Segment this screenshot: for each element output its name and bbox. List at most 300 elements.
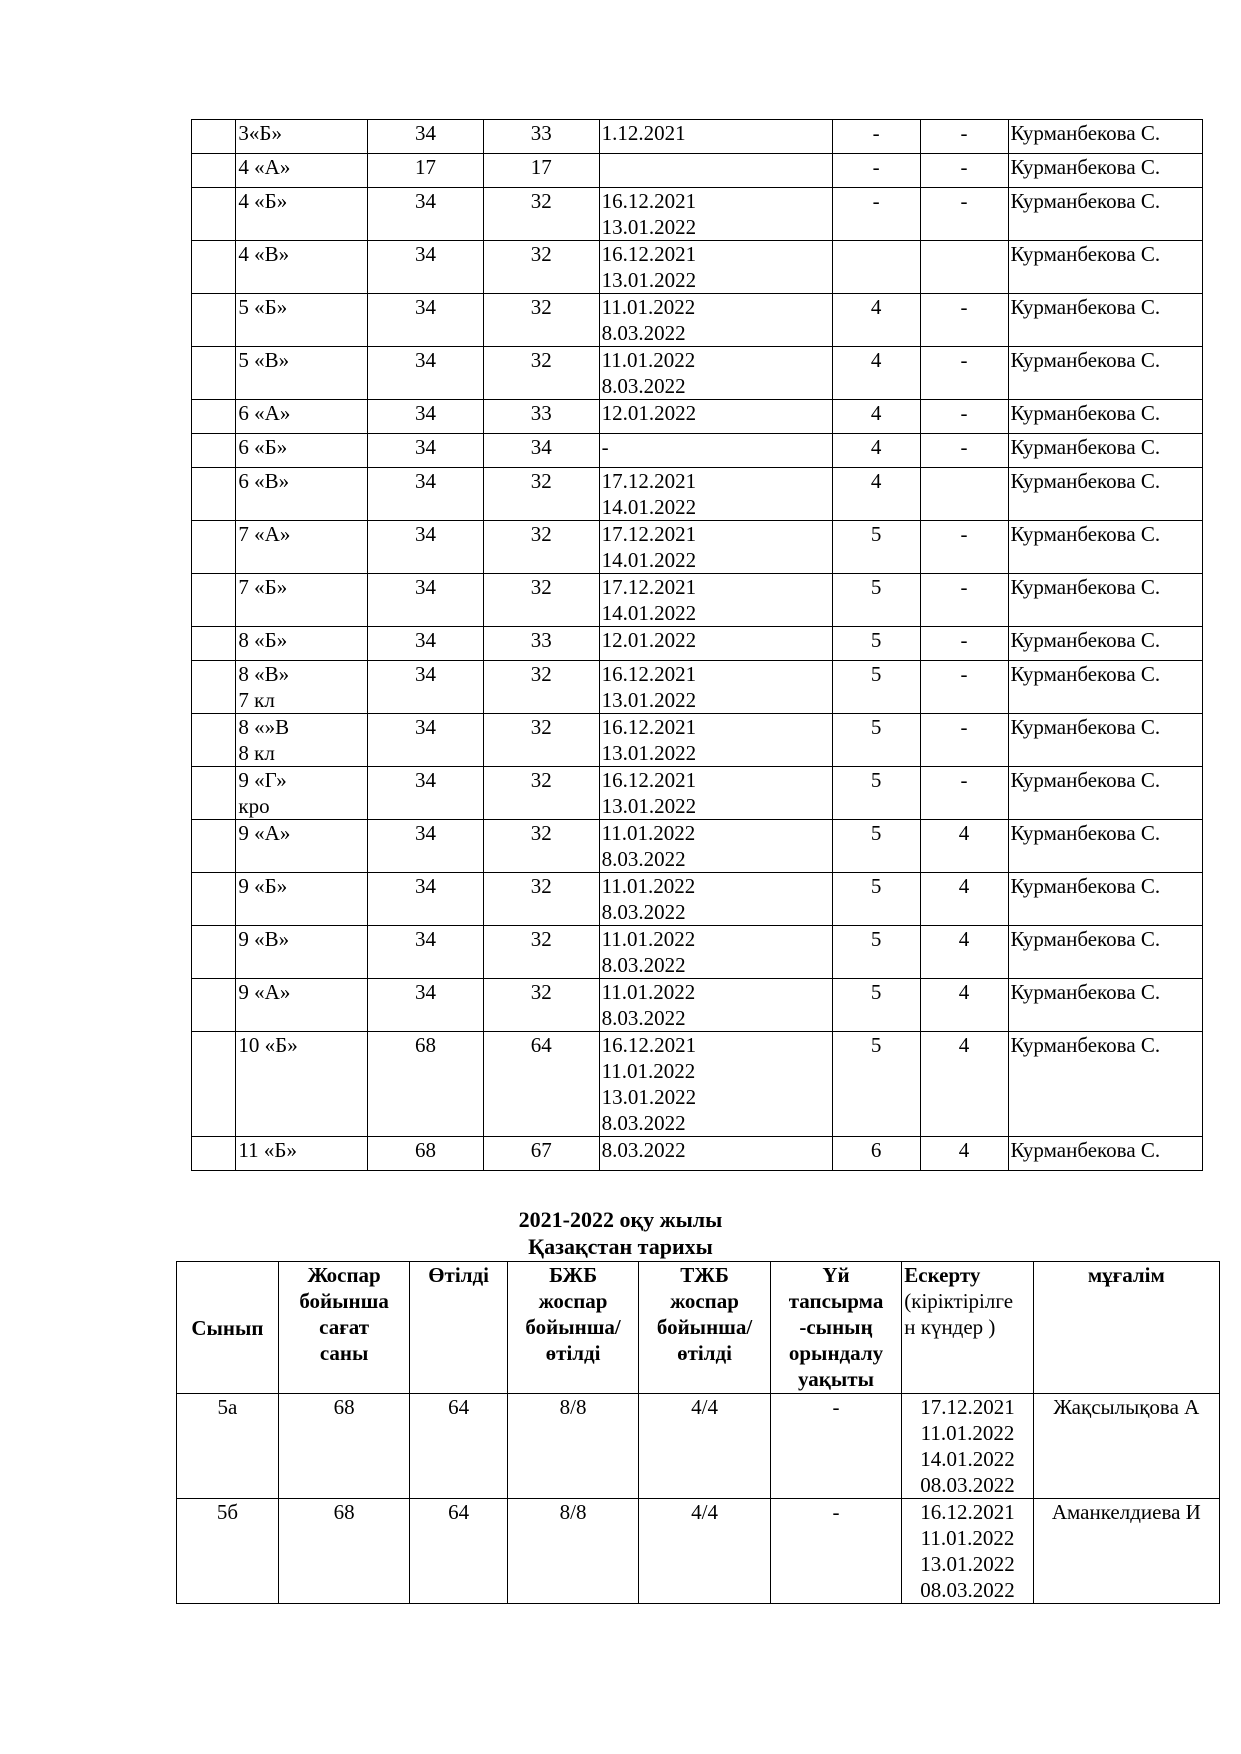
dates-cell-line: 11.01.2022 — [601, 1059, 696, 1083]
done-hours-cell: 67 — [483, 1137, 599, 1171]
row-number-cell — [192, 873, 236, 926]
header-planned-line: Жоспар — [307, 1263, 381, 1287]
class-hours-table-body — [192, 120, 1203, 1171]
planned-hours-cell: 34 — [368, 294, 484, 347]
dates-cell-line: 16.12.2021 — [601, 715, 697, 739]
dates-cell-line: 8.03.2022 — [601, 1138, 686, 1162]
header-planned-line: саны — [319, 1341, 369, 1365]
teacher-cell: Курманбекова С. — [1008, 1137, 1203, 1171]
class-cell-line: 3«Б» — [238, 121, 282, 145]
table-row — [192, 714, 1203, 767]
soch-cell — [920, 241, 1008, 294]
class-cell-line: 4 «Б» — [238, 189, 288, 213]
planned-hours-cell: 34 — [368, 820, 484, 873]
header-planned — [278, 1262, 409, 1394]
planned-hours-cell: 17 — [368, 154, 484, 188]
dates-cell — [599, 979, 832, 1032]
class-cell — [236, 1032, 368, 1137]
done-hours-cell: 32 — [483, 521, 599, 574]
dates-cell-line: 14.01.2022 — [601, 601, 697, 625]
section-heading — [0, 1206, 1241, 1260]
done-hours-cell: 32 — [483, 820, 599, 873]
teacher-cell: Курманбекова С. — [1008, 767, 1203, 820]
dates-cell-line: 11.01.2022 — [601, 295, 696, 319]
header-tjb-line: ТЖБ — [680, 1263, 729, 1287]
table-row — [192, 188, 1203, 241]
soch-cell: 4 — [920, 820, 1008, 873]
table-row — [192, 1137, 1203, 1171]
table-row — [192, 820, 1203, 873]
class-cell-line: 5 «В» — [238, 348, 290, 372]
done-hours-cell: 32 — [483, 873, 599, 926]
table-row — [192, 294, 1203, 347]
dates-cell — [902, 1394, 1033, 1499]
planned-hours-cell: 34 — [368, 347, 484, 400]
header-done: Өтілді — [410, 1262, 508, 1394]
class-cell-line: 9 «В» — [238, 927, 290, 951]
header-teacher: мұғалім — [1033, 1262, 1219, 1394]
done-hours-cell: 32 — [483, 188, 599, 241]
planned-hours-cell: 34 — [368, 188, 484, 241]
row-number-cell — [192, 1032, 236, 1137]
done-hours-cell: 64 — [483, 1032, 599, 1137]
dates-cell-line: - — [601, 435, 609, 459]
class-cell-line: 8 «»В — [238, 715, 290, 739]
sor-cell: 5 — [832, 820, 920, 873]
header-class: Сынып — [177, 1262, 279, 1394]
teacher-cell: Аманкелдиева И — [1033, 1499, 1219, 1604]
teacher-cell: Курманбекова С. — [1008, 468, 1203, 521]
row-number-cell — [192, 627, 236, 661]
planned-hours-cell: 34 — [368, 767, 484, 820]
dates-cell-line: 17.12.2021 — [601, 575, 697, 599]
dates-cell-line: 08.03.2022 — [920, 1473, 1015, 1497]
row-number-cell — [192, 714, 236, 767]
teacher-cell: Курманбекова С. — [1008, 979, 1203, 1032]
soch-cell: - — [920, 574, 1008, 627]
class-cell — [236, 188, 368, 241]
dates-cell-line: 8.03.2022 — [601, 953, 686, 977]
table-row — [192, 627, 1203, 661]
dates-cell-line: 17.12.2021 — [601, 522, 697, 546]
dates-cell-line: 11.01.2022 — [601, 980, 696, 1004]
soch-cell: 4 — [920, 1032, 1008, 1137]
header-homework-line: тапсырма — [788, 1289, 884, 1313]
soch-cell: 4 — [920, 979, 1008, 1032]
tjb-cell: 4/4 — [639, 1394, 770, 1499]
bjb-cell: 8/8 — [507, 1394, 638, 1499]
class-cell — [236, 979, 368, 1032]
row-number-cell — [192, 926, 236, 979]
done-hours-cell: 32 — [483, 241, 599, 294]
done-hours-cell: 32 — [483, 468, 599, 521]
table-row — [192, 979, 1203, 1032]
soch-cell: - — [920, 294, 1008, 347]
class-cell-line: 9 «А» — [238, 821, 291, 845]
header-planned-line: бойынша — [299, 1289, 389, 1313]
dates-cell-line: 16.12.2021 — [601, 1033, 697, 1057]
dates-cell-line: 8.03.2022 — [601, 900, 686, 924]
done-hours-cell: 32 — [483, 347, 599, 400]
header-note-title: Ескерту — [904, 1263, 981, 1287]
row-number-cell — [192, 468, 236, 521]
planned-hours-cell: 34 — [368, 434, 484, 468]
header-bjb-line: жоспар — [538, 1289, 608, 1313]
header-planned-line: сағат — [319, 1315, 370, 1339]
done-hours-cell: 32 — [483, 661, 599, 714]
table-row — [192, 873, 1203, 926]
teacher-cell: Курманбекова С. — [1008, 241, 1203, 294]
class-cell-line: 7 «А» — [238, 522, 291, 546]
class-cell — [236, 627, 368, 661]
homework-cell: - — [770, 1499, 901, 1604]
done-hours-cell: 32 — [483, 767, 599, 820]
sor-cell — [832, 241, 920, 294]
dates-cell — [599, 154, 832, 188]
header-bjb-line: БЖБ — [549, 1263, 598, 1287]
header-tjb-line: өтілді — [677, 1341, 732, 1365]
planned-hours-cell: 34 — [368, 661, 484, 714]
class-cell-line: 7 «Б» — [238, 575, 288, 599]
class-cell — [236, 661, 368, 714]
header-homework-line: -сының — [799, 1315, 873, 1339]
class-cell-line: кро — [238, 794, 270, 818]
dates-cell-line: 14.01.2022 — [601, 548, 697, 572]
table-row — [192, 521, 1203, 574]
class-cell: 5а — [177, 1394, 279, 1499]
class-hours-table — [191, 119, 1203, 1171]
dates-cell-line: 8.03.2022 — [601, 374, 686, 398]
table-row — [192, 347, 1203, 400]
table-row — [192, 574, 1203, 627]
dates-cell-line: 11.01.2022 — [601, 927, 696, 951]
row-number-cell — [192, 294, 236, 347]
sor-cell: 5 — [832, 1032, 920, 1137]
dates-cell — [599, 820, 832, 873]
class-cell-line: 8 кл — [238, 741, 275, 765]
sor-cell: - — [832, 120, 920, 154]
done-hours-cell: 64 — [410, 1499, 508, 1604]
done-hours-cell: 33 — [483, 627, 599, 661]
planned-hours-cell: 68 — [368, 1137, 484, 1171]
soch-cell: - — [920, 521, 1008, 574]
soch-cell: - — [920, 400, 1008, 434]
table-row — [192, 1032, 1203, 1137]
done-hours-cell: 64 — [410, 1394, 508, 1499]
teacher-cell: Курманбекова С. — [1008, 926, 1203, 979]
table-row — [192, 154, 1203, 188]
dates-cell — [599, 241, 832, 294]
sor-cell: 5 — [832, 627, 920, 661]
soch-cell — [920, 468, 1008, 521]
dates-cell-line: 12.01.2022 — [601, 401, 697, 425]
sor-cell: 5 — [832, 926, 920, 979]
class-cell — [236, 294, 368, 347]
kazakhstan-history-table-body — [177, 1394, 1220, 1604]
teacher-cell: Курманбекова С. — [1008, 154, 1203, 188]
dates-cell-line: 11.01.2022 — [601, 821, 696, 845]
class-cell-line: 5 «Б» — [238, 295, 288, 319]
dates-cell — [599, 714, 832, 767]
row-number-cell — [192, 188, 236, 241]
dates-cell — [599, 434, 832, 468]
class-cell — [236, 434, 368, 468]
sor-cell: 5 — [832, 767, 920, 820]
table-row — [177, 1499, 1220, 1604]
sor-cell: 4 — [832, 468, 920, 521]
dates-cell — [599, 521, 832, 574]
header-bjb — [507, 1262, 638, 1394]
class-cell-line: 6 «Б» — [238, 435, 288, 459]
dates-cell-line: 14.01.2022 — [920, 1447, 1015, 1471]
header-note-sub: (кіріктірілге — [904, 1289, 1014, 1313]
homework-cell: - — [770, 1394, 901, 1499]
class-cell — [236, 468, 368, 521]
soch-cell: 4 — [920, 1137, 1008, 1171]
row-number-cell — [192, 521, 236, 574]
teacher-cell: Курманбекова С. — [1008, 521, 1203, 574]
row-number-cell — [192, 347, 236, 400]
dates-cell-line: 13.01.2022 — [601, 215, 697, 239]
soch-cell: 4 — [920, 873, 1008, 926]
class-cell — [236, 714, 368, 767]
row-number-cell — [192, 1137, 236, 1171]
done-hours-cell: 32 — [483, 714, 599, 767]
dates-cell-line: 16.12.2021 — [601, 768, 697, 792]
planned-hours-cell: 68 — [368, 1032, 484, 1137]
dates-cell-line: 11.01.2022 — [601, 874, 696, 898]
class-cell — [236, 347, 368, 400]
row-number-cell — [192, 120, 236, 154]
class-cell — [236, 926, 368, 979]
header-homework-line: уақыты — [798, 1367, 874, 1391]
teacher-cell: Курманбекова С. — [1008, 1032, 1203, 1137]
teacher-cell: Курманбекова С. — [1008, 120, 1203, 154]
dates-cell-line: 11.01.2022 — [920, 1526, 1015, 1550]
class-cell-line: 10 «Б» — [238, 1033, 298, 1057]
planned-hours-cell: 68 — [278, 1394, 409, 1499]
class-cell — [236, 154, 368, 188]
header-tjb-line: жоспар — [670, 1289, 739, 1313]
dates-cell-line: 13.01.2022 — [601, 268, 697, 292]
header-bjb-line: өтілді — [545, 1341, 601, 1365]
table-row — [177, 1394, 1220, 1499]
sor-cell: 4 — [832, 400, 920, 434]
row-number-cell — [192, 979, 236, 1032]
soch-cell: 4 — [920, 926, 1008, 979]
header-note — [902, 1262, 1033, 1394]
row-number-cell — [192, 661, 236, 714]
header-homework-line: орындалу — [788, 1341, 884, 1365]
sor-cell: 5 — [832, 574, 920, 627]
sor-cell: 5 — [832, 979, 920, 1032]
dates-cell-line: 14.01.2022 — [601, 495, 697, 519]
class-cell — [236, 1137, 368, 1171]
row-number-cell — [192, 241, 236, 294]
class-cell-line: 9 «Б» — [238, 874, 288, 898]
planned-hours-cell: 34 — [368, 979, 484, 1032]
dates-cell — [599, 400, 832, 434]
dates-cell-line: 16.12.2021 — [601, 189, 697, 213]
done-hours-cell: 33 — [483, 120, 599, 154]
dates-cell — [599, 188, 832, 241]
dates-cell — [599, 926, 832, 979]
class-cell-line: 9 «Г» — [238, 768, 287, 792]
dates-cell — [599, 661, 832, 714]
soch-cell: - — [920, 120, 1008, 154]
table-row — [192, 434, 1203, 468]
dates-cell-line: 8.03.2022 — [601, 847, 686, 871]
sor-cell: 4 — [832, 294, 920, 347]
dates-cell-line: 17.12.2021 — [920, 1395, 1015, 1419]
row-number-cell — [192, 820, 236, 873]
sor-cell: - — [832, 154, 920, 188]
dates-cell-line: 16.12.2021 — [920, 1500, 1015, 1524]
done-hours-cell: 33 — [483, 400, 599, 434]
sor-cell: 5 — [832, 521, 920, 574]
dates-cell-line: 16.12.2021 — [601, 662, 697, 686]
teacher-cell: Курманбекова С. — [1008, 400, 1203, 434]
planned-hours-cell: 34 — [368, 521, 484, 574]
dates-cell-line: 8.03.2022 — [601, 1111, 686, 1135]
class-cell — [236, 241, 368, 294]
teacher-cell: Курманбекова С. — [1008, 574, 1203, 627]
done-hours-cell: 32 — [483, 574, 599, 627]
dates-cell — [599, 627, 832, 661]
dates-cell — [599, 1137, 832, 1171]
dates-cell-line: 8.03.2022 — [601, 1006, 686, 1030]
dates-cell — [599, 1032, 832, 1137]
class-cell — [236, 820, 368, 873]
soch-cell: - — [920, 714, 1008, 767]
planned-hours-cell: 34 — [368, 873, 484, 926]
dates-cell-line: 12.01.2022 — [601, 628, 697, 652]
planned-hours-cell: 34 — [368, 120, 484, 154]
dates-cell — [599, 873, 832, 926]
kazakhstan-history-table — [176, 1261, 1220, 1604]
sor-cell: 5 — [832, 714, 920, 767]
soch-cell: - — [920, 154, 1008, 188]
class-cell-line: 4 «В» — [238, 242, 290, 266]
teacher-cell: Курманбекова С. — [1008, 661, 1203, 714]
class-cell — [236, 120, 368, 154]
dates-cell — [599, 767, 832, 820]
teacher-cell: Курманбекова С. — [1008, 714, 1203, 767]
done-hours-cell: 32 — [483, 926, 599, 979]
dates-cell-line: 13.01.2022 — [601, 1085, 697, 1109]
dates-cell-line: 13.01.2022 — [601, 741, 697, 765]
class-cell-line: 9 «А» — [238, 980, 291, 1004]
done-hours-cell: 32 — [483, 294, 599, 347]
soch-cell: - — [920, 767, 1008, 820]
soch-cell: - — [920, 347, 1008, 400]
row-number-cell — [192, 154, 236, 188]
dates-cell — [599, 574, 832, 627]
teacher-cell: Курманбекова С. — [1008, 873, 1203, 926]
planned-hours-cell: 34 — [368, 926, 484, 979]
sor-cell: 5 — [832, 661, 920, 714]
tjb-cell: 4/4 — [639, 1499, 770, 1604]
row-number-cell — [192, 767, 236, 820]
row-number-cell — [192, 434, 236, 468]
class-cell-line: 4 «А» — [238, 155, 291, 179]
planned-hours-cell: 34 — [368, 468, 484, 521]
teacher-cell: Курманбекова С. — [1008, 188, 1203, 241]
table-row — [192, 120, 1203, 154]
teacher-cell: Курманбекова С. — [1008, 820, 1203, 873]
dates-cell-line: 13.01.2022 — [601, 688, 697, 712]
dates-cell-line: 11.01.2022 — [601, 348, 696, 372]
dates-cell-line: 17.12.2021 — [601, 469, 697, 493]
bjb-cell: 8/8 — [507, 1499, 638, 1604]
header-tjb — [639, 1262, 770, 1394]
header-homework-line: Үй — [822, 1263, 850, 1287]
class-cell-line: 11 «Б» — [238, 1138, 297, 1162]
done-hours-cell: 34 — [483, 434, 599, 468]
header-note-sub: н күндер ) — [904, 1315, 996, 1339]
class-cell — [236, 521, 368, 574]
header-tjb-line: бойынша/ — [656, 1315, 753, 1339]
row-number-cell — [192, 400, 236, 434]
header-homework — [770, 1262, 901, 1394]
done-hours-cell: 17 — [483, 154, 599, 188]
planned-hours-cell: 34 — [368, 400, 484, 434]
class-cell — [236, 574, 368, 627]
teacher-cell: Курманбекова С. — [1008, 294, 1203, 347]
table-row — [192, 661, 1203, 714]
dates-cell-line: 13.01.2022 — [920, 1552, 1015, 1576]
class-cell — [236, 767, 368, 820]
sor-cell: - — [832, 188, 920, 241]
dates-cell-line: 11.01.2022 — [920, 1421, 1015, 1445]
header-bjb-line: бойынша/ — [525, 1315, 621, 1339]
planned-hours-cell: 34 — [368, 574, 484, 627]
table-row — [192, 241, 1203, 294]
dates-cell-line: 16.12.2021 — [601, 242, 697, 266]
dates-cell — [599, 347, 832, 400]
teacher-cell: Жақсылықова А — [1033, 1394, 1219, 1499]
dates-cell — [599, 120, 832, 154]
soch-cell: - — [920, 188, 1008, 241]
table-row — [192, 468, 1203, 521]
row-number-cell — [192, 574, 236, 627]
table-row — [192, 767, 1203, 820]
dates-cell-line: 13.01.2022 — [601, 794, 697, 818]
planned-hours-cell: 34 — [368, 714, 484, 767]
class-cell — [236, 873, 368, 926]
sor-cell: 5 — [832, 873, 920, 926]
sor-cell: 4 — [832, 347, 920, 400]
sor-cell: 4 — [832, 434, 920, 468]
table-row — [192, 926, 1203, 979]
done-hours-cell: 32 — [483, 979, 599, 1032]
teacher-cell: Курманбекова С. — [1008, 434, 1203, 468]
academic-year-title: 2021-2022 оқу жылы — [518, 1207, 723, 1232]
teacher-cell: Курманбекова С. — [1008, 347, 1203, 400]
soch-cell: - — [920, 627, 1008, 661]
class-cell: 5б — [177, 1499, 279, 1604]
subject-title: Қазақстан тарихы — [528, 1234, 713, 1259]
class-cell-line: 7 кл — [238, 688, 275, 712]
dates-cell — [599, 468, 832, 521]
dates-cell-line: 1.12.2021 — [601, 121, 686, 145]
planned-hours-cell: 34 — [368, 241, 484, 294]
planned-hours-cell: 34 — [368, 627, 484, 661]
header-row — [177, 1262, 1220, 1394]
soch-cell: - — [920, 661, 1008, 714]
class-cell-line: 6 «В» — [238, 469, 290, 493]
sor-cell: 6 — [832, 1137, 920, 1171]
